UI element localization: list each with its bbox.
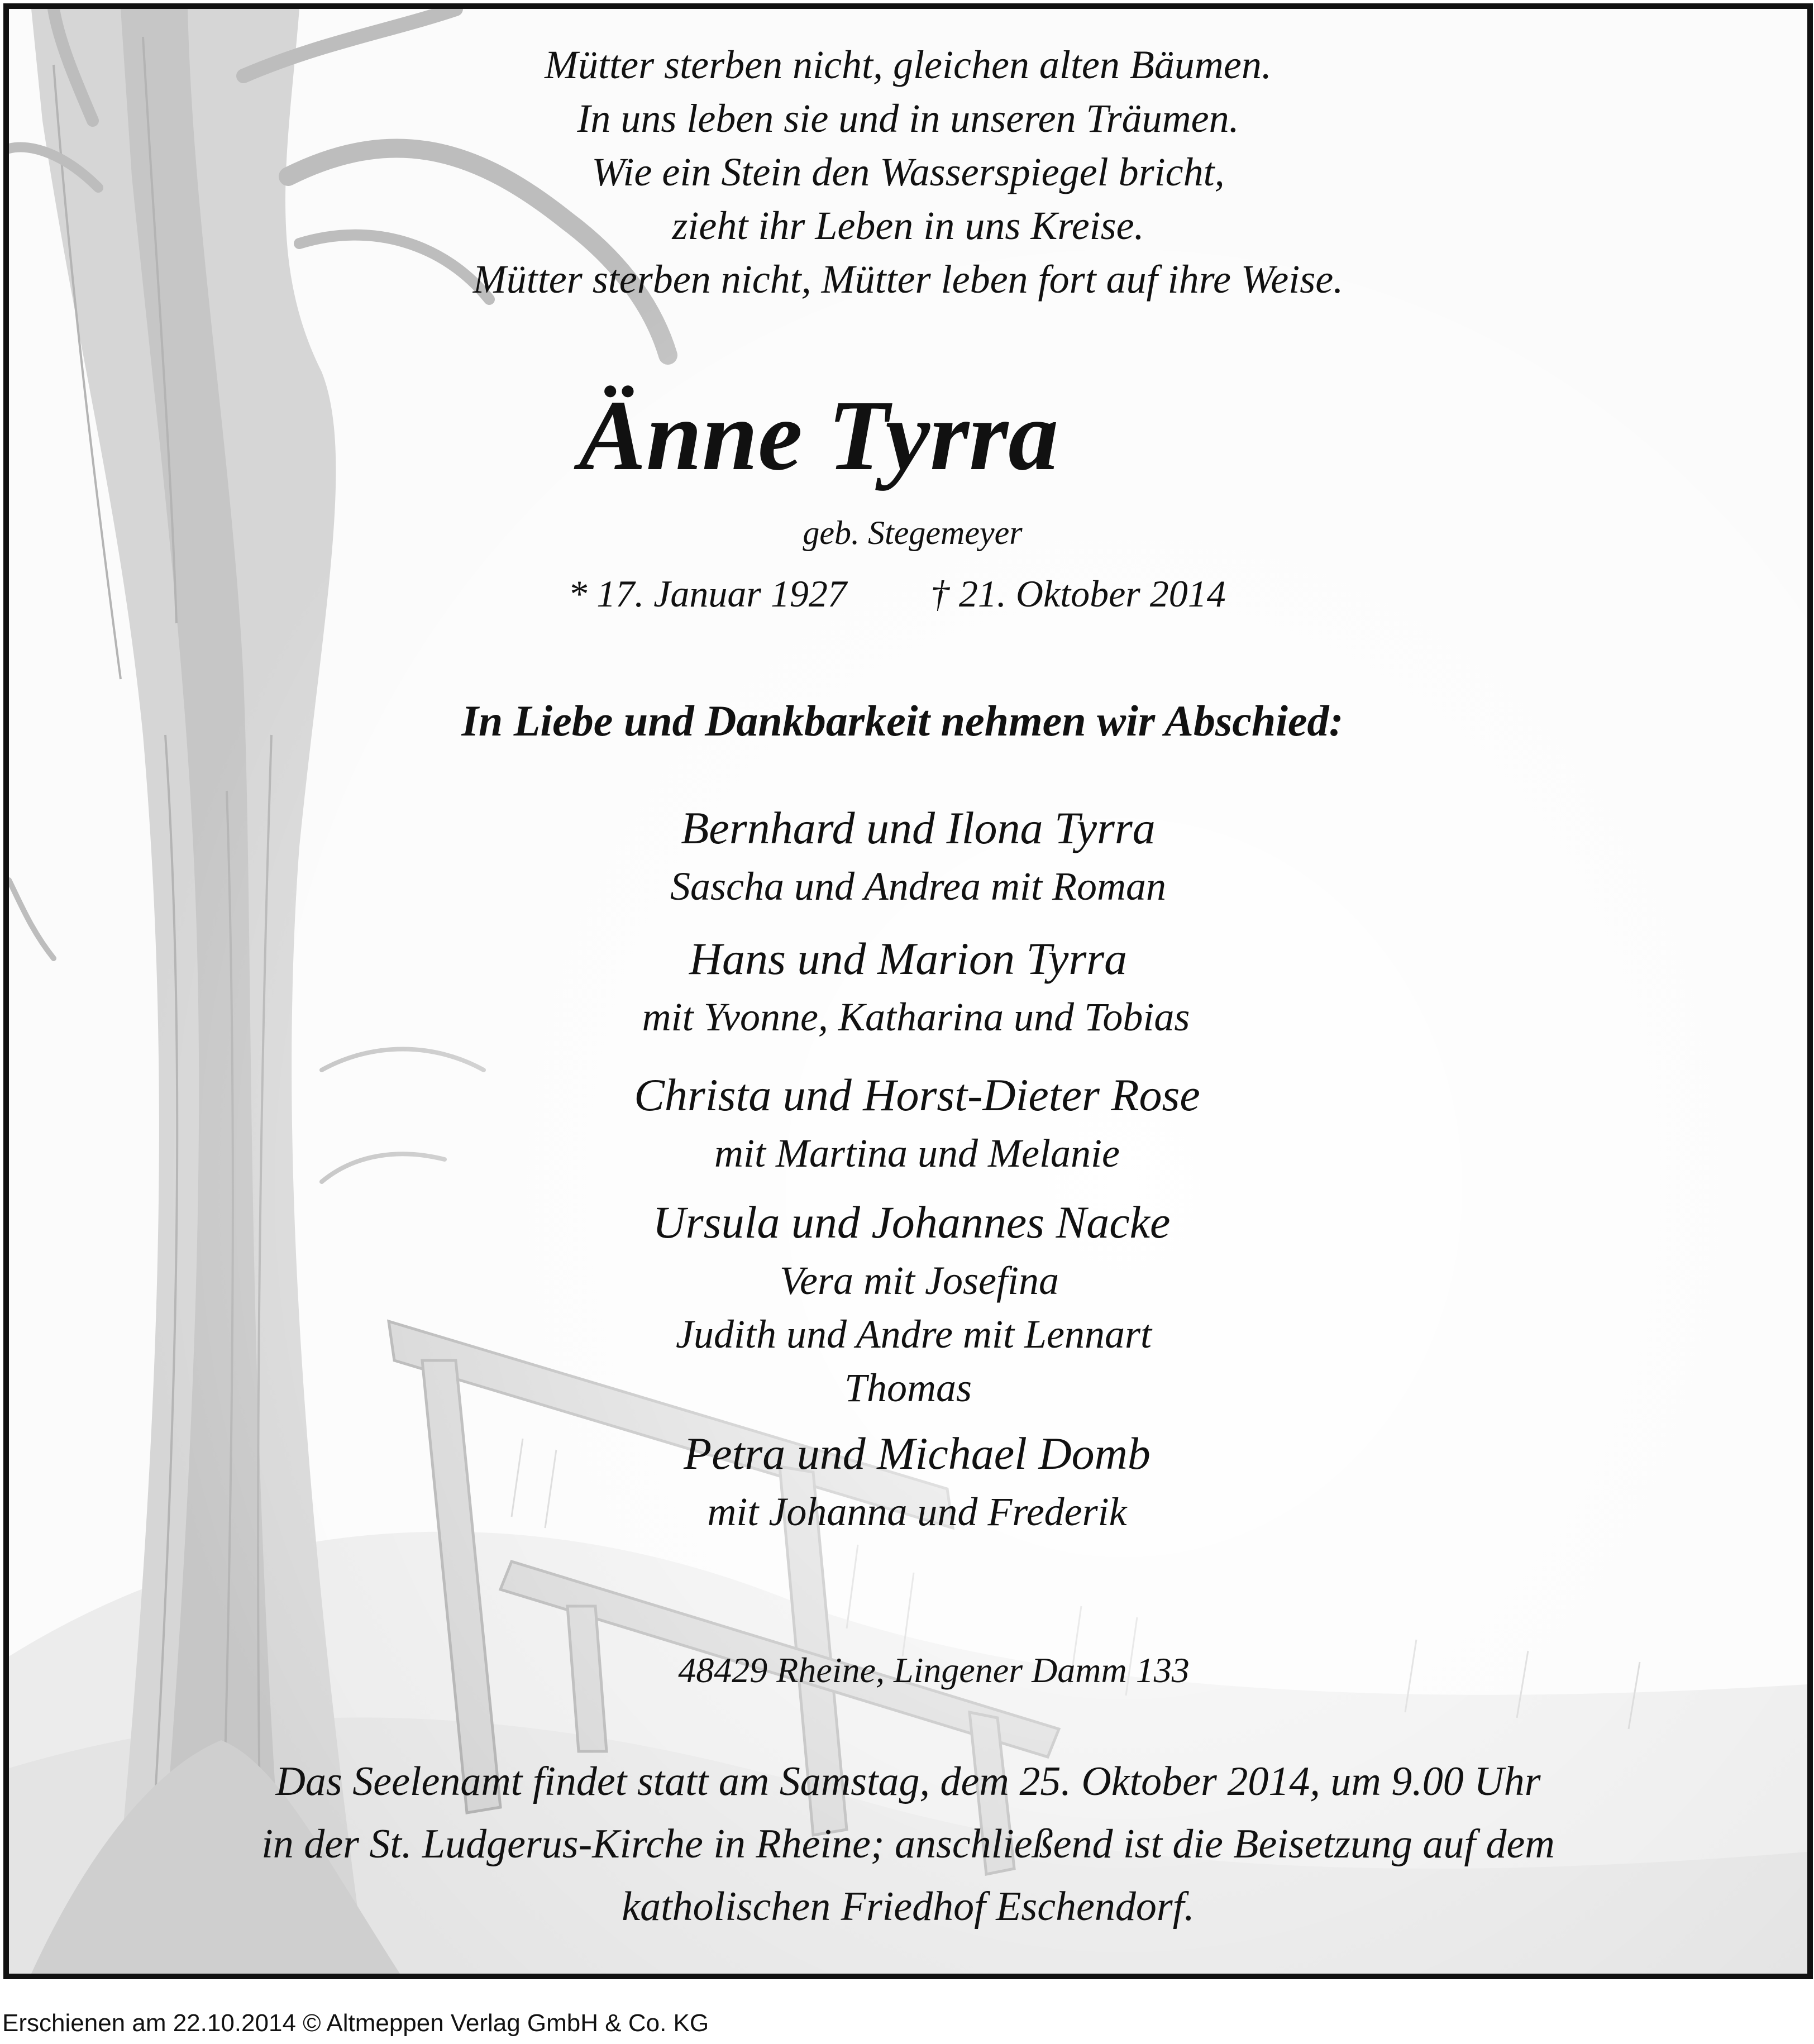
family-name: Christa und Horst-Dieter Rose bbox=[634, 1069, 1200, 1120]
deceased-name: Änne Tyrra bbox=[579, 380, 1059, 491]
notice-line: katholischen Friedhof Eschendorf. bbox=[622, 1884, 1195, 1930]
funeral-notice bbox=[9, 1750, 1807, 1938]
family-member: Sascha und Andrea mit Roman bbox=[670, 864, 1166, 909]
publication-footer: Erschienen am 22.10.2014 © Altmeppen Verlag GmbH & Co. KG bbox=[2, 2009, 709, 2037]
notice-line: Das Seelenamt findet statt am Samstag, dem 25. Oktober 2014, um 9.00 Uhr bbox=[275, 1759, 1541, 1804]
poem-line: Wie ein Stein den Wasserspiegel bricht, bbox=[591, 150, 1225, 194]
poem bbox=[9, 38, 1807, 306]
poem-line: zieht ihr Leben in uns Kreise. bbox=[672, 203, 1144, 248]
family-member: Judith und Andre mit Lennart bbox=[676, 1312, 1152, 1357]
family-name: Hans und Marion Tyrra bbox=[689, 933, 1128, 984]
family-name: Bernhard und Ilona Tyrra bbox=[681, 803, 1156, 853]
poem-line: Mütter sterben nicht, Mütter leben fort auf ihre Weise. bbox=[472, 257, 1344, 302]
family-name: Petra und Michael Domb bbox=[684, 1428, 1151, 1479]
life-dates bbox=[3, 572, 1796, 616]
family-member: mit Yvonne, Katharina und Tobias bbox=[642, 995, 1190, 1039]
family-name: Ursula und Johannes Nacke bbox=[652, 1197, 1171, 1248]
obituary-frame bbox=[3, 3, 1813, 1979]
birth-date: * 17. Januar 1927 bbox=[568, 572, 847, 615]
farewell-heading: In Liebe und Dankbarkeit nehmen wir Abschied: bbox=[461, 696, 1344, 745]
family-member: Vera mit Josefina bbox=[780, 1258, 1059, 1303]
poem-line: In uns leben sie und in unseren Träumen. bbox=[577, 96, 1239, 141]
notice-line: in der St. Ludgerus-Kirche in Rheine; anschließend ist die Beisetzung auf dem bbox=[261, 1821, 1555, 1867]
address: 48429 Rheine, Lingener Damm 133 bbox=[678, 1650, 1190, 1690]
death-date: † 21. Oktober 2014 bbox=[930, 572, 1226, 615]
family-member: mit Martina und Melanie bbox=[714, 1131, 1120, 1176]
birth-name: geb. Stegemeyer bbox=[803, 514, 1023, 551]
family-member: mit Johanna und Frederik bbox=[707, 1489, 1127, 1534]
family-member: Thomas bbox=[844, 1365, 972, 1410]
poem-line: Mütter sterben nicht, gleichen alten Bäumen. bbox=[545, 42, 1272, 87]
